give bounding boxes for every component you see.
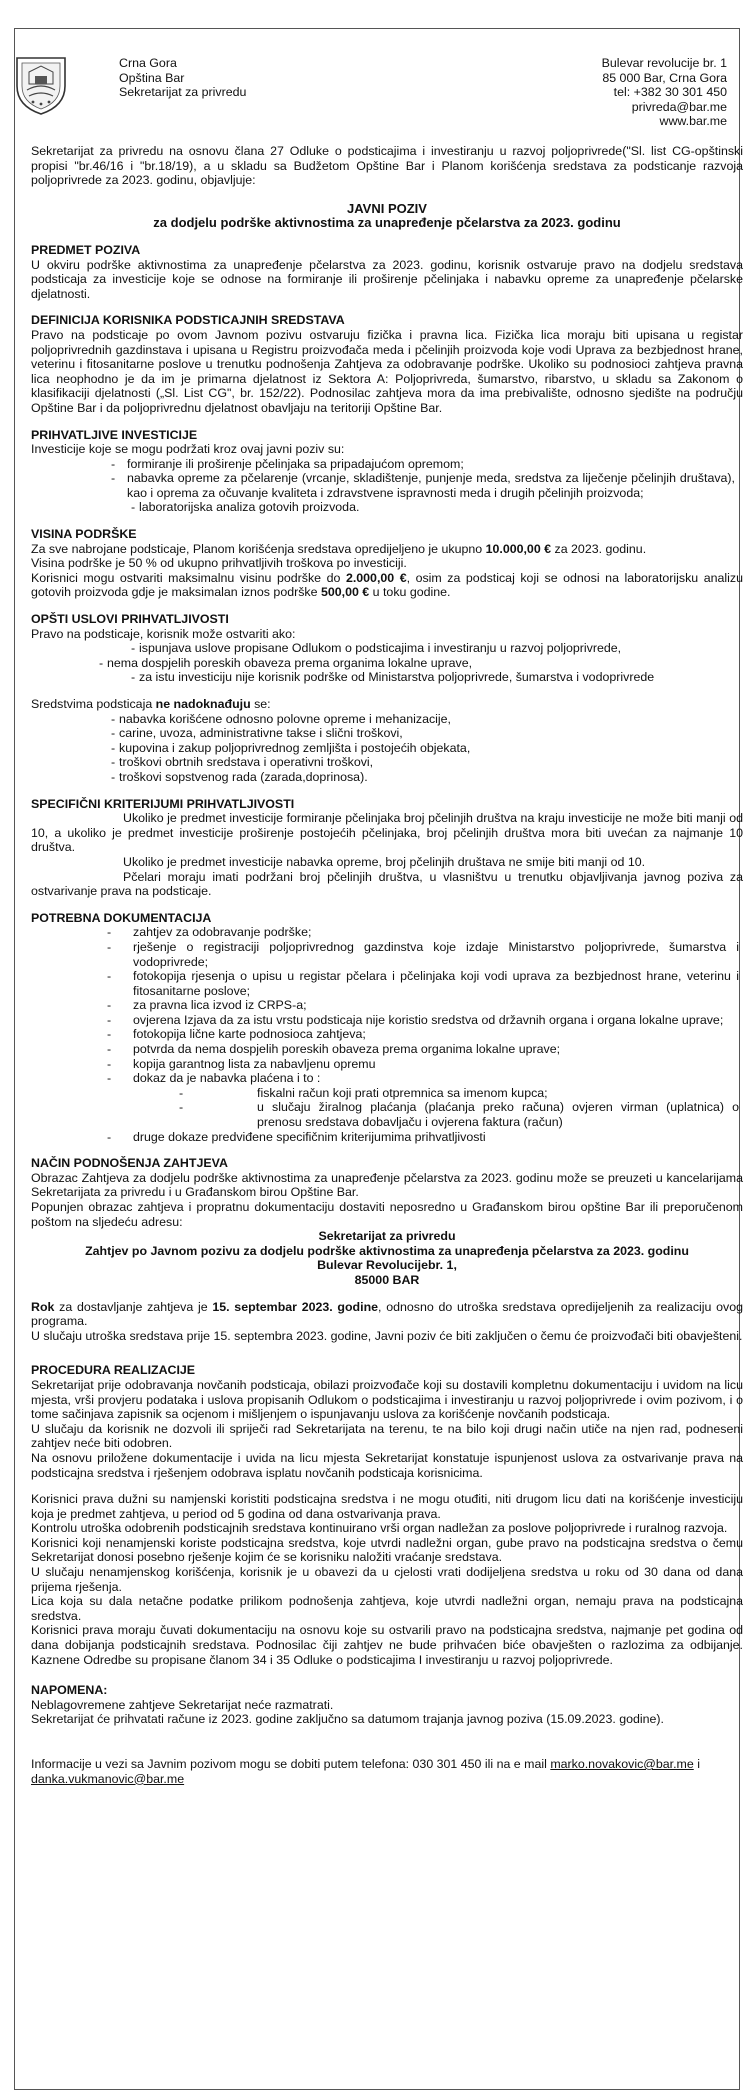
section-visina xyxy=(31,527,743,600)
list-item: - fotokopija rjesenja o upisu u registar pčelara i pčelinjaka koji vodi uprava za bezbjednost hrane, veterinu i fitosanitarne poslove; xyxy=(31,969,739,998)
list-item: - carine, uvoza, administrativne takse i slični troškovi, xyxy=(31,726,743,741)
list-item: - za pravna lica izvod iz CRPS-a; xyxy=(31,998,739,1013)
not-covered-line xyxy=(31,697,743,712)
section-specificni xyxy=(31,797,743,899)
list-item: - nabavka korišćene odnosno polovne opreme i mehanizacije, xyxy=(31,712,743,727)
document-subtitle: za dodjelu podrške aktivnostima za unapređenje pčelarstva za 2023. godinu xyxy=(153,215,621,231)
website: www.bar.me xyxy=(659,114,727,129)
section-heading: DEFINICIJA KORISNIKA PODSTICAJNIH SREDSTAVA xyxy=(31,313,345,328)
procedure-paragraph: Korisnici prava dužni su namjenski koristiti podsticajna sredstva i ne mogu otuđiti, niti drugom licu dati na korišćenje investiciju koja je predmet zahtjeva, u period od 5 godina od dana ostvarivanja prava. xyxy=(31,1492,743,1521)
text: u toku godine. xyxy=(369,585,451,600)
municipality-name: Opština Bar xyxy=(119,70,185,85)
mailing-address xyxy=(31,1229,743,1287)
text: , odnosno do utroška sredstava opredijeljenih za realizaciju ovog programa. xyxy=(31,1299,744,1329)
section-napomena xyxy=(31,1683,743,1727)
list-item: - ispunjava uslove propisane Odlukom o podsticajima i investiranju u razvoj poljoprivrede, xyxy=(31,641,743,656)
section-heading: PRIHVATLJIVE INVESTICIJE xyxy=(31,427,198,442)
criterion-paragraph: Pčelari moraju imati podržani broj pčelinjih društva, u vlasništvu u trenutku objavljivanja javnog poziva za ostvarivanje prava na podsticaje. xyxy=(31,869,743,899)
document-content xyxy=(31,56,743,1786)
conditions-list xyxy=(31,641,743,685)
text: Korisnici mogu ostvariti maksimalnu visinu podrške do xyxy=(31,570,346,585)
text: se: xyxy=(250,697,271,711)
procedure-paragraph: U slučaju da korisnik ne dozvoli ili spriječi rad Sekretarijata na terenu, te na bilo koji drugi način utiče na njen rad, podneseni zahtjev neće biti odobren. xyxy=(31,1421,743,1451)
list-item: - fotokopija lične karte podnosioca zahtjeva; xyxy=(31,1027,739,1042)
letterhead-right xyxy=(602,56,727,129)
section-text: U okviru podrške aktivnostima za unapređenje pčelarstva za 2023. godinu, korisnik ostvaruje pravo na dodjelu sredstava podsticaja za investicije koje se odnose na formiranje ili proširenje pčelinjaka i nabavku opreme za unapređenje pčelarske djelatnosti. xyxy=(31,257,743,301)
list-item: - ovjerena Izjava da za istu vrstu podsticaja nije koristio sredstva od državnih organa i organa lokalne uprave; xyxy=(31,1013,739,1028)
support-percent-line: Visina podrške je 50 % od ukupno prihvatljivih troškova po investiciji. xyxy=(31,556,407,571)
section-prihvatljive xyxy=(31,428,743,516)
section-text: U slučaju utroška sredstava prije 15. septembra 2023. godine, Javni poziv će biti zaključen o čemu će proizvođači biti obavješteni. xyxy=(31,1328,743,1343)
text: i xyxy=(693,1757,700,1771)
text: Za sve nabrojane podsticaje, Planom korišćenja sredstava opredijeljeno je ukupno xyxy=(31,541,486,556)
letterhead xyxy=(31,56,743,144)
email-link-danka[interactable]: danka.vukmanovic@bar.me xyxy=(31,1771,185,1786)
section-heading: OPŠTI USLOVI PRIHVATLJIVOSTI xyxy=(31,612,229,627)
section-text: Pravo na podsticaje po ovom Javnom pozivu ostvaruju fizička i pravna lica. Fizička lica moraju biti upisana u registar poljoprivrednih gazdinstava i upisana u Registru proizvođača meda i pčelinjih proizvoda koje vodi Uprava za bezbjednost hrane, veterinu i fitosanitarne poslove u trenutku podnošenja Zahtjeva za odobravanje podrške. Ukoliko su podnosioci zahtjeva pravna lica neophodno je da im je primarna djelatnost iz Sektora A: Poljoprivreda, šumarstvo, ribarstvo, u skladu sa Zakonom o klasifikaciji djelatnosti („Sl. List CG", br. 152/22). Podnosilac zahtjeva mora da ima prebivalište, odnosno sjedište na području Opštine Bar i da poljoprivrednu djelatnost obavljaju na teritoriji Opštine Bar. xyxy=(31,327,743,415)
list-item: - zahtjev za odobravanje podrške; xyxy=(31,925,739,940)
list-item: - dokaz da je nabavka plaćena i to : xyxy=(31,1071,739,1086)
country-name: Crna Gora xyxy=(119,56,177,70)
section-heading: PREDMET POZIVA xyxy=(31,242,141,257)
section-text: Obrazac Zahtjeva za dodjelu podrške aktivnostima za unapređenje pčelarstva za 2023. godinu može se preuzeti u kancelarijama Sekretarijata za privredu i u Građanskom birou Opštine Bar. xyxy=(31,1170,743,1200)
section-text: Investicije koje se mogu podržati kroz ovaj javni poziv su: xyxy=(31,442,345,457)
criterion-paragraph: Ukoliko je predmet investicije nabavka opreme, broj pčelinjih društava ne smije biti manji od 10. xyxy=(123,854,646,869)
bar-coat-of-arms-icon xyxy=(13,52,69,116)
list-item: - druge dokaze predviđene specifičnim kriterijumima prihvatljivosti xyxy=(31,1130,739,1145)
address-line: Zahtjev po Javnom pozivu za dodjelu podrške aktivnostima za unapređenja pčelarstva za 2023. godinu xyxy=(85,1243,689,1258)
text: Informacije u vezi sa Javnim pozivom mogu se dobiti putem telefona: 030 301 450 ili na e mail xyxy=(31,1757,551,1771)
contact-text xyxy=(31,1757,743,1786)
section-heading: VISINA PODRŠKE xyxy=(31,527,137,542)
section-heading: PROCEDURA REALIZACIJE xyxy=(31,1363,196,1378)
email: privreda@bar.me xyxy=(631,99,727,114)
document-title: JAVNI POZIV xyxy=(347,200,427,216)
list-item: - kopija garantnog lista za nabavljenu opremu xyxy=(31,1057,739,1072)
procedure-paragraph: Sekretarijat prije odobravanja novčanih podsticaja, obilazi proizvođače koji su dostavili kompletnu dokumentaciju i uvidom na licu mjesta, vrši provjeru podataka i uslova propisanih Odlukom o podsticajima i investiranju u razvoj poljoprivrede i ovim pozivom, i o tome sačinjava zapisnik sa ocjenom i mišljenjem o ispunjavanju uslova za korišćenje novčanih podsticaja. xyxy=(31,1377,743,1422)
address-city: 85 000 Bar, Crna Gora xyxy=(602,70,727,85)
letterhead-left xyxy=(119,56,246,100)
documents-list xyxy=(31,925,743,1144)
contact-footer xyxy=(31,1757,743,1786)
investment-list xyxy=(31,457,743,515)
email-link-marko[interactable]: marko.novakovic@bar.me xyxy=(550,1757,694,1771)
list-item: - za istu investiciju nije korisnik podrške od Ministarstva poljoprivrede, šumarstva i vodoprivrede xyxy=(31,670,743,685)
address-line: 85000 BAR xyxy=(354,1272,420,1287)
note-line: Neblagovremene zahtjeve Sekretarijat neće razmatrati. xyxy=(31,1697,334,1712)
text: za 2023. godinu. xyxy=(551,541,647,556)
list-item: - rješenje o registraciji poljoprivrednog gazdinstva koje izdaje Ministarstvo poljoprivrede, šumarstva i vodoprivrede; xyxy=(31,940,739,969)
section-procedura xyxy=(31,1363,743,1667)
procedure-paragraph: Na osnovu priložene dokumentacije i uvida na licu mjesta Sekretarijat konstatuje ispunjenost uslova za ostvarivanje prava na podsticajna sredstva i rješenjem odobrava isplatu novčanih podsticaja korisnicima. xyxy=(31,1450,743,1480)
list-item: - troškovi obrtnih sredstava i operativni troškovi, xyxy=(31,755,743,770)
max-support-line xyxy=(31,571,743,600)
note-line: Sekretarijat će prihvatati račune iz 2023. godine zaključno sa datumom trajanja javnog poziva (15.09.2023. godine). xyxy=(31,1712,664,1727)
section-predmet xyxy=(31,243,743,301)
procedure-paragraph: Korisnici prava moraju čuvati dokumentaciju na osnovu koje su ostvarili pravo na podsticajna sredstva, najmanje pet godina od dana dobijanja podsticajnih sredstava. Podnosilac čiji zahtjev ne bude prihvaćen biće obavješten o razlozima za odbijanje. Kaznene Odredbe su propisane članom 34 i 35 Odluke o podsticajima I investiranju u razvoj poljoprivrede. xyxy=(31,1623,743,1667)
list-item: - troškovi sopstvenog rada (zarada,doprinosa). xyxy=(31,770,743,785)
procedure-paragraph: Korisnici koji nenamjenski koriste podsticajna sredstva, koje utvrdi nadležni organ, gube pravo na podsticajna sredstva o čemu Sekretarijat donosi posebno rješenje kojim će se korisniku naložiti vraćanje sredstava. xyxy=(31,1535,743,1565)
not-covered-list xyxy=(31,712,743,785)
department-name: Sekretarijat za privredu xyxy=(119,85,247,100)
list-item: - potvrda da nema dospjelih poreskih obaveza prema organima lokalne uprave; xyxy=(31,1042,739,1057)
list-item: - formiranje ili proširenje pčelinjaka sa pripadajućom opremom; xyxy=(31,457,743,472)
emphasis: ne nadoknađuju xyxy=(155,697,251,711)
max-amount: 2.000,00 € xyxy=(345,570,407,585)
deadline-line xyxy=(31,1300,743,1329)
sub-list-item: - fiskalni račun koji prati otpremnica sa imenom kupca; xyxy=(31,1086,739,1101)
procedure-paragraph: Lica koja su dala netačne podatke prilikom podnošenja zahtjeva, koje utvrdi nadležni organ, nemaju prava na podsticajna sredstva. xyxy=(31,1594,743,1623)
intro-paragraph: Sekretarijat za privredu na osnovu člana 27 Odluke o podsticajima i investiranju u razvoj poljoprivrede("Sl. list CG-opštinski propisi "br.46/16 i "br.18/19), a u skladu sa Budžetom Opštine Bar i Planom korišćenja sredstava za podsticanje razvoja poljoprivrede za 2023. godinu, objavljuje: xyxy=(31,144,743,188)
section-heading: NAPOMENA: xyxy=(31,1683,108,1698)
phone: tel: +382 30 301 450 xyxy=(613,85,727,100)
list-item: - laboratorijska analiza gotovih proizvoda. xyxy=(31,500,743,515)
total-funds-line xyxy=(31,542,743,557)
section-heading: SPECIFIČNI KRITERIJUMI PRIHVATLJIVOSTI xyxy=(31,796,295,811)
text: , osim za podsticaj koji se odnosi na laboratorijsku analizu gotovih proizvoda gdje je maksimalan iznos podrške xyxy=(31,570,743,600)
section-opsti xyxy=(31,612,743,785)
procedure-paragraph: Kontrolu utroška odobrenih podsticajnih sredstava kontinuirano vrši organ nadležan za poslove poljoprivrede i ruralnog razvoja. xyxy=(31,1521,728,1536)
section-dokumentacija xyxy=(31,911,743,1145)
section-definicija xyxy=(31,313,743,415)
section-nacin xyxy=(31,1156,743,1343)
deadline-date: 15. septembar 2023. godine xyxy=(212,1299,379,1314)
deadline-label: Rok xyxy=(31,1299,55,1314)
procedure-paragraph: U slučaju nenamjenskog korišćenja, korisnik je u obavezi da u cjelosti vrati dodijeljena sredstva u roku od 30 dana od dana prijema rješenja. xyxy=(31,1565,743,1594)
section-heading: NAČIN PODNOŠENJA ZAHTJEVA xyxy=(31,1156,228,1171)
section-heading: POTREBNA DOKUMENTACIJA xyxy=(31,910,212,925)
list-item: - nema dospjelih poreskih obaveza prema organima lokalne uprave, xyxy=(31,656,743,671)
sub-list-item: - u slučaju žiralnog plaćanja (plaćanja preko računa) ovjeren virman (uplatnica) o prenosu sredstava dobavljaču i ovjerena faktura (račun) xyxy=(31,1100,739,1129)
lab-max-amount: 500,00 € xyxy=(320,585,370,600)
text: za dostavljanje zahtjeva je xyxy=(54,1299,213,1314)
address-line: Bulevar Revolucijebr. 1, xyxy=(317,1258,457,1273)
address-street: Bulevar revolucije br. 1 xyxy=(601,56,727,70)
list-item: - kupovina i zakup poljoprivrednog zemljišta i postojećih objekata, xyxy=(31,741,743,756)
section-text: Pravo na podsticaje, korisnik može ostvariti ako: xyxy=(31,626,296,641)
address-line: Sekretarijat za privredu xyxy=(318,1229,456,1244)
criterion-paragraph: Ukoliko je predmet investicije formiranje pčelinjaka broj pčelinjih društva na kraju investicije ne može biti manji od 10, a ukoliko je predmet investicije proširenje postojećih pčelinjaka, broj pčelinjih društva mora biti uvećan za najmanje 10 društva. xyxy=(31,811,743,855)
total-amount: 10.000,00 € xyxy=(485,541,552,556)
list-item: - nabavka opreme za pčelarenje (vrcanje, skladištenje, punjenje meda, sredstva za liječenje pčelinjih društava), kao i oprema za očuvanje kvaliteta i zdravstvene ispravnosti meda i drugih pčelinjih proizvoda; xyxy=(31,471,743,500)
text: Sredstvima podsticaja xyxy=(31,697,156,711)
section-text: Popunjen obrazac zahtjeva i propratnu dokumentaciju dostaviti neposredno u Građanskom birou opštine Bar ili preporučenom poštom na sljedeću adresu: xyxy=(31,1200,743,1229)
